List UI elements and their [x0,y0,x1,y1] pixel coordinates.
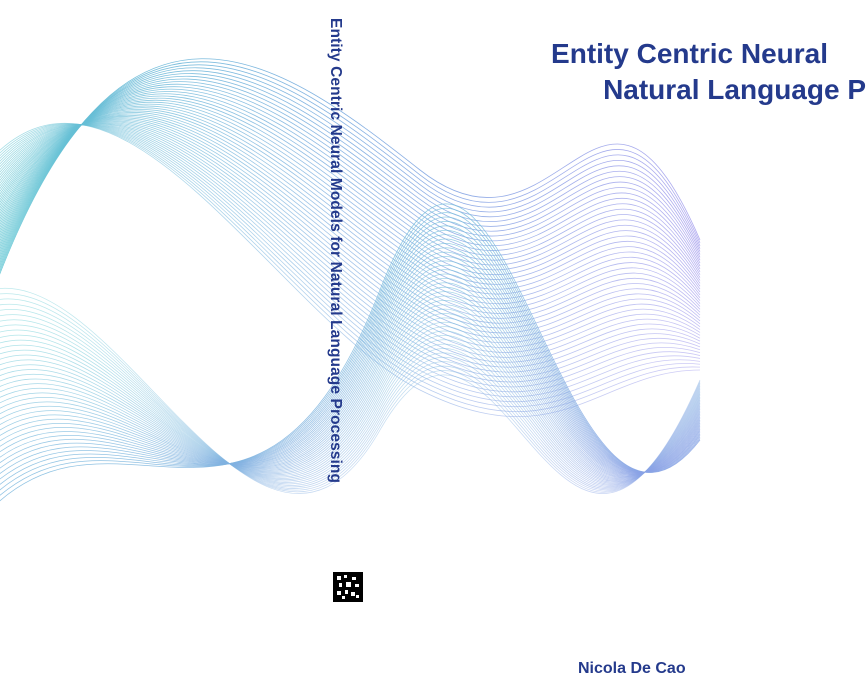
wave-line [0,106,700,295]
wave-line [0,121,700,347]
author-name: Nicola De Cao [578,660,686,677]
front-title-line-2: Natural Language P [603,74,866,105]
wave-lines-secondary [0,204,700,510]
wave-lines-primary [0,59,700,417]
spine-title: Entity Centric Neural Models for Natural Language Processing [327,18,344,484]
wave-line [0,111,700,304]
wave-line [0,125,700,392]
front-title-line-1: Entity Centric Neural [551,38,828,69]
wave-line [0,331,700,483]
front-title [551,36,866,108]
wave-line [0,114,700,314]
wave-line [0,123,700,358]
publisher-logo-icon [333,572,363,602]
wave-line [0,108,700,298]
wave-line [0,235,700,473]
